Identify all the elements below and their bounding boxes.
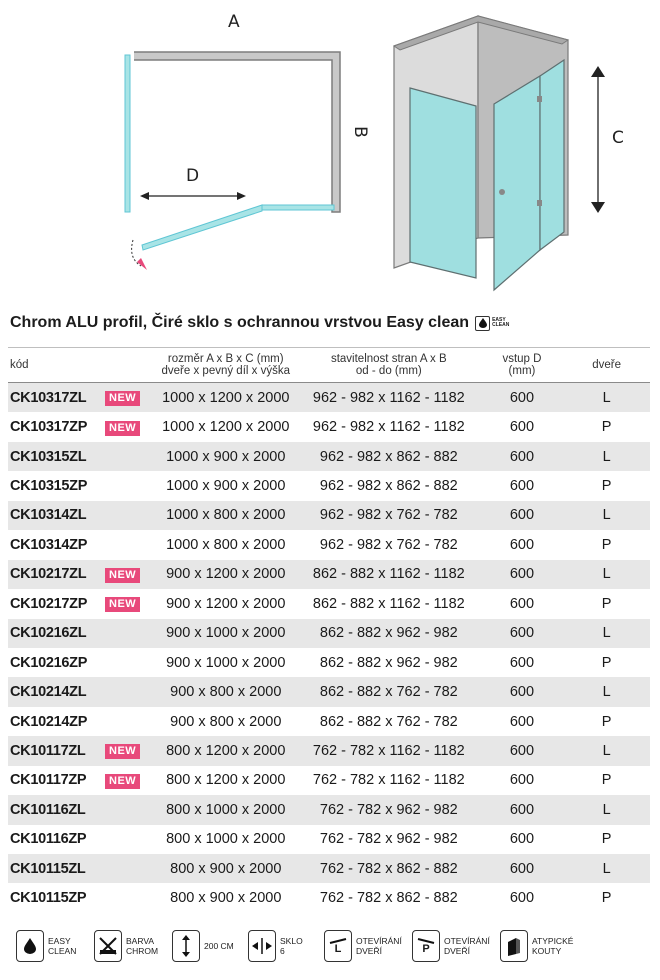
cell-new (105, 677, 155, 706)
table-row (8, 825, 650, 854)
cell-code: CK10116ZL (8, 795, 105, 824)
cell-door: P (601, 595, 612, 612)
table-body (8, 383, 650, 913)
cell-entry: 600 (509, 772, 535, 789)
cell-adjust: 762 - 782 x 1162 - 1182 (297, 736, 481, 765)
table-row (8, 795, 650, 824)
dimension-c-arrow-bottom (591, 202, 605, 213)
cell-code: CK10214ZL (8, 677, 105, 706)
cell-adjust: 762 - 782 x 862 - 882 (297, 854, 481, 883)
header-rozmer: rozměr A x B x C (mm) dveře x pevný díl x výška (155, 348, 297, 383)
table-row (8, 442, 650, 471)
table-row (8, 736, 650, 765)
header-vstup: vstup D (mm) (481, 348, 564, 383)
cell-entry: 600 (509, 595, 535, 612)
cell-new (105, 412, 155, 441)
table-row (8, 501, 650, 530)
cell-entry: 600 (481, 560, 564, 589)
cell-door: P (601, 536, 612, 553)
cell-adjust: 762 - 782 x 1162 - 1182 (312, 772, 465, 789)
cell-size: 900 x 800 x 2000 (170, 713, 282, 730)
door-right-icon: P (412, 930, 440, 962)
cell-adjust: 862 - 882 x 762 - 782 (297, 677, 481, 706)
cell-adjust: 862 - 882 x 762 - 782 (319, 713, 458, 730)
front-fixed-panel (540, 60, 564, 250)
cell-door: L (563, 795, 650, 824)
cell-entry: 600 (481, 795, 564, 824)
new-badge: NEW (105, 597, 140, 612)
cell-new (105, 648, 155, 677)
legend-item-glass: SKLO 6 (248, 930, 303, 962)
table-row (8, 707, 650, 736)
cell-code: CK10317ZL (8, 383, 105, 413)
legend (12, 930, 652, 970)
cell-adjust: 862 - 882 x 1162 - 1182 (297, 560, 481, 589)
legend-item-door-left: L OTEVÍRÁNÍ DVEŘÍ (324, 930, 402, 962)
table-row (8, 648, 650, 677)
atypical-corner-icon (500, 930, 528, 962)
legend-item-color-chrome: BARVA CHROM (94, 930, 158, 962)
cell-size: 1000 x 800 x 2000 (166, 536, 286, 553)
cell-code: CK10117ZL (8, 736, 105, 765)
cell-entry: 600 (481, 501, 564, 530)
cell-adjust: 962 - 982 x 862 - 882 (319, 478, 458, 495)
cell-entry: 600 (481, 383, 564, 413)
table-row (8, 530, 650, 559)
table-row (8, 766, 650, 795)
cell-door: P (601, 654, 612, 671)
header-dvere: dveře (563, 348, 650, 383)
cell-size: 800 x 1000 x 2000 (155, 795, 297, 824)
isometric-diagram (0, 0, 660, 300)
cell-code: CK10117ZP (10, 772, 87, 789)
table-row (8, 383, 650, 413)
cell-size: 800 x 1200 x 2000 (166, 772, 286, 789)
table-row (8, 560, 650, 589)
cell-adjust: 762 - 782 x 962 - 982 (297, 795, 481, 824)
cell-code: CK10217ZL (8, 560, 105, 589)
cell-door: L (563, 854, 650, 883)
cell-new (105, 471, 155, 500)
cell-new (105, 854, 155, 883)
cell-size: 1000 x 1200 x 2000 (162, 419, 290, 436)
hinge-top (537, 96, 542, 102)
cell-adjust: 962 - 982 x 862 - 882 (297, 442, 481, 471)
cell-door: P (601, 419, 612, 436)
cell-door: P (601, 772, 612, 789)
cell-code: CK10217ZP (10, 595, 88, 612)
cell-door: L (563, 501, 650, 530)
cell-door: P (601, 478, 612, 495)
door-left-icon: L (324, 930, 352, 962)
cell-code: CK10315ZL (8, 442, 105, 471)
new-badge: NEW (105, 774, 140, 789)
cell-size: 900 x 1200 x 2000 (155, 560, 297, 589)
cell-size: 900 x 1000 x 2000 (166, 654, 286, 671)
cell-code: CK10115ZP (10, 890, 87, 907)
table-header-row (8, 348, 650, 383)
easy-clean-badge-text: EASY CLEAN (492, 317, 510, 328)
cell-code: CK10314ZL (8, 501, 105, 530)
cell-entry: 600 (509, 713, 535, 730)
cell-entry: 600 (509, 478, 535, 495)
drop-icon (16, 930, 44, 962)
cell-code: CK10317ZP (10, 419, 88, 436)
cell-new (105, 766, 155, 795)
cell-code: CK10116ZP (10, 831, 87, 848)
cell-new (105, 883, 155, 912)
new-badge: NEW (105, 421, 140, 436)
table-row (8, 619, 650, 648)
new-badge: NEW (105, 391, 140, 406)
glass-thickness-icon (248, 930, 276, 962)
legend-item-easy-clean: EASY CLEAN (16, 930, 76, 962)
new-badge: NEW (105, 744, 140, 759)
table-row (8, 677, 650, 706)
header-stavitelnost: stavitelnost stran A x B od - do (mm) (297, 348, 481, 383)
cell-door: L (563, 560, 650, 589)
cell-new (105, 442, 155, 471)
cell-size: 800 x 1200 x 2000 (155, 736, 297, 765)
cell-door: L (563, 383, 650, 413)
cell-door: L (563, 736, 650, 765)
cell-door: P (601, 713, 612, 730)
cell-size: 1000 x 900 x 2000 (155, 442, 297, 471)
cell-size: 900 x 1000 x 2000 (155, 619, 297, 648)
cell-code: CK10214ZP (10, 713, 88, 730)
cell-new (105, 501, 155, 530)
cell-door: L (563, 442, 650, 471)
side-glass-panel (410, 88, 476, 278)
cell-size: 800 x 900 x 2000 (170, 890, 282, 907)
cell-code: CK10315ZP (10, 478, 88, 495)
drop-icon (475, 316, 490, 331)
height-icon (172, 930, 200, 962)
cell-new (105, 795, 155, 824)
easy-clean-badge (475, 316, 514, 331)
cell-entry: 600 (481, 736, 564, 765)
label-b: B (349, 126, 370, 138)
cell-new (105, 560, 155, 589)
table-row (8, 883, 650, 912)
cell-code: CK10216ZL (8, 619, 105, 648)
table-row (8, 589, 650, 618)
cell-door: L (563, 677, 650, 706)
cell-adjust: 762 - 782 x 962 - 982 (319, 831, 458, 848)
cell-size: 1000 x 800 x 2000 (155, 501, 297, 530)
cell-code: CK10314ZP (10, 536, 88, 553)
cell-entry: 600 (509, 419, 535, 436)
cell-entry: 600 (481, 619, 564, 648)
cell-door: P (601, 831, 612, 848)
cell-code: CK10115ZL (8, 854, 105, 883)
cell-adjust: 762 - 782 x 862 - 882 (319, 890, 458, 907)
table-row (8, 412, 650, 441)
cell-size: 800 x 1000 x 2000 (166, 831, 286, 848)
product-title (10, 314, 514, 332)
cell-adjust: 962 - 982 x 1162 - 1182 (312, 419, 465, 436)
cell-adjust: 962 - 982 x 1162 - 1182 (297, 383, 481, 413)
cell-adjust: 862 - 882 x 1162 - 1182 (312, 595, 465, 612)
cell-door: L (563, 619, 650, 648)
color-chrome-icon (94, 930, 122, 962)
product-table (8, 347, 650, 913)
cell-adjust: 862 - 882 x 962 - 982 (319, 654, 458, 671)
cell-new (105, 619, 155, 648)
cell-new (105, 707, 155, 736)
cell-entry: 600 (481, 854, 564, 883)
cell-door: P (601, 890, 612, 907)
table-row (8, 854, 650, 883)
cell-new (105, 736, 155, 765)
cell-new (105, 589, 155, 618)
cell-entry: 600 (509, 890, 535, 907)
cell-adjust: 962 - 982 x 762 - 782 (297, 501, 481, 530)
cell-size: 1000 x 900 x 2000 (166, 478, 286, 495)
label-c: C (612, 128, 624, 148)
cell-entry: 600 (509, 536, 535, 553)
cell-adjust: 862 - 882 x 962 - 982 (297, 619, 481, 648)
header-kod: kód (8, 348, 155, 383)
cell-new (105, 825, 155, 854)
hinge-bottom (537, 200, 542, 206)
label-a: A (228, 12, 240, 32)
legend-item-height: 200 CM (172, 930, 234, 962)
cell-size: 800 x 900 x 2000 (155, 854, 297, 883)
cell-new (105, 530, 155, 559)
door-handle (499, 189, 505, 195)
cell-entry: 600 (509, 654, 535, 671)
table-row (8, 471, 650, 500)
cell-size: 1000 x 1200 x 2000 (155, 383, 297, 413)
cell-entry: 600 (481, 442, 564, 471)
cell-adjust: 962 - 982 x 762 - 782 (319, 536, 458, 553)
label-d: D (186, 166, 200, 186)
legend-item-door-right: P OTEVÍRÁNÍ DVEŘÍ (412, 930, 490, 962)
cell-entry: 600 (509, 831, 535, 848)
dimension-c-arrow-top (591, 66, 605, 77)
title-text: Chrom ALU profil, Čiré sklo s ochrannou vrstvou Easy clean (10, 314, 470, 331)
new-badge: NEW (105, 568, 140, 583)
cell-size: 900 x 1200 x 2000 (166, 595, 286, 612)
front-door-panel (494, 76, 540, 290)
cell-code: CK10216ZP (10, 654, 88, 671)
legend-item-atypical: ATYPICKÉ KOUTY (500, 930, 573, 962)
cell-entry: 600 (481, 677, 564, 706)
cell-new (105, 383, 155, 413)
cell-size: 900 x 800 x 2000 (155, 677, 297, 706)
